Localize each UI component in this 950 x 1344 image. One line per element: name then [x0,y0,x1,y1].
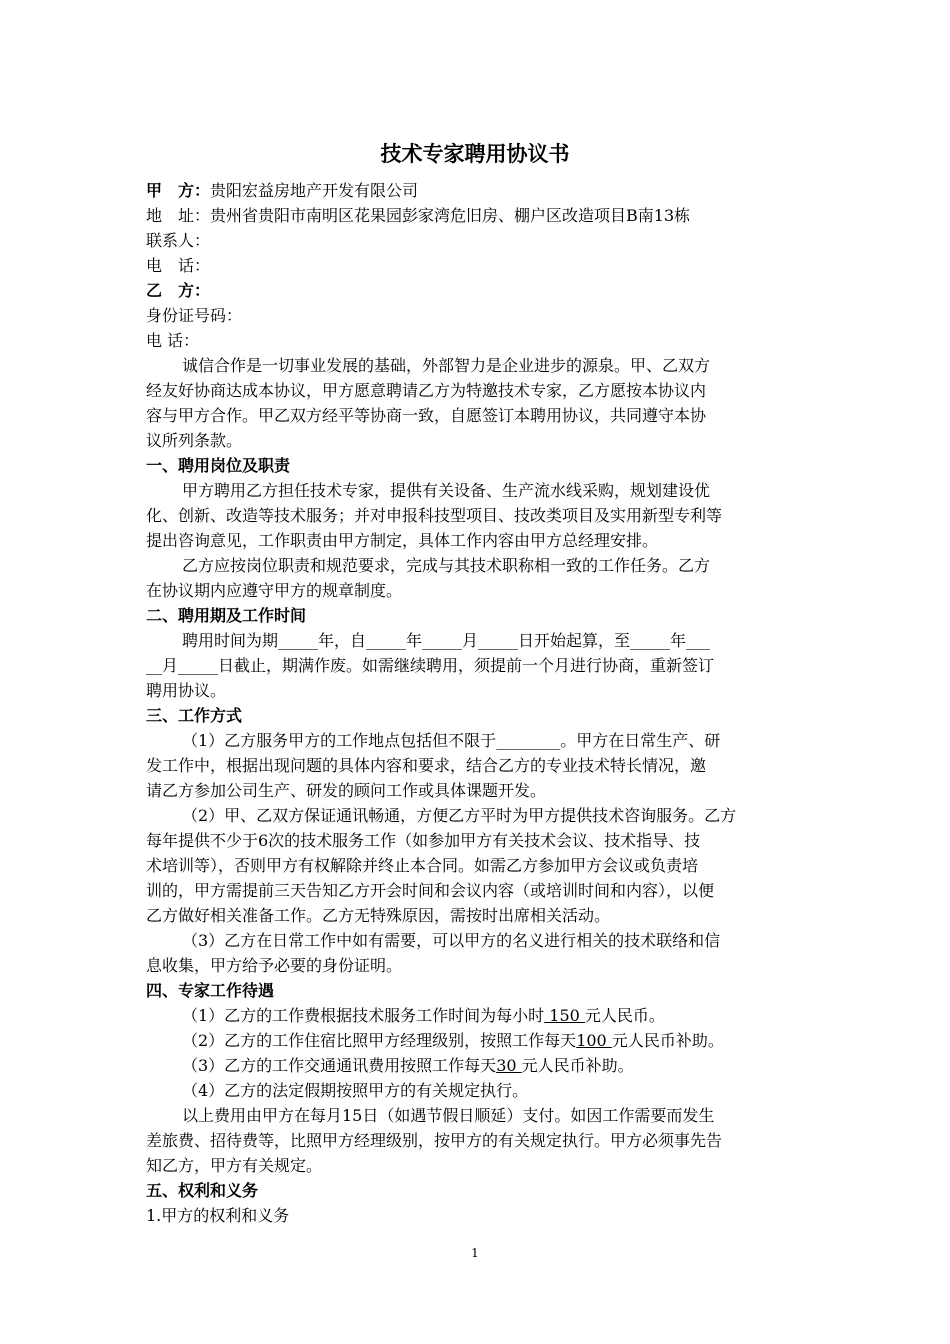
intro-line: 议所列条款。 [146,431,243,450]
section-heading: 一、聘用岗位及职责 [146,456,291,475]
address-value: 贵州省贵阳市南明区花果园彭家湾危旧房、棚户区改造项目B南13栋 [210,206,691,225]
text-span: （1）乙方服务甲方的工作地点包括但不限于 [182,731,497,750]
section-heading: 二、聘用期及工作时间 [146,606,307,625]
paragraph-line: 化、创新、改造等技术服务；并对申报科技型项目、技改类项目及实用新型专利等 [146,506,723,525]
party-a-phone-label: 电 话： [146,256,211,275]
paragraph-line: 聘用时间为期_____年，自_____年_____月_____日开始起算，至_____年___ [182,631,711,650]
subsection-heading: 1.甲方的权利和义务 [146,1206,290,1225]
text-span: （3）乙方的工作交通通讯费用按照工作每天 [182,1056,497,1075]
paragraph-line: （2）甲、乙双方保证通讯畅通，方便乙方平时为甲方提供技术咨询服务。乙方 [182,806,737,825]
paragraph-line: 息收集，甲方给予必要的身份证明。 [146,956,403,975]
transport-allowance-value: 30 [496,1056,522,1075]
text-span: 。甲方在日常生产、研 [560,731,721,750]
paragraph-line: 请乙方参加公司生产、研发的顾问工作或具体课题开发。 [146,781,547,800]
paragraph-line: 知乙方，甲方有关规定。 [146,1156,323,1175]
document-title: 技术专家聘用协议书 [380,142,570,166]
page-number: 1 [471,1246,479,1260]
paragraph-line: 提出咨询意见，工作职责由甲方制定，具体工作内容由甲方总经理安排。 [146,531,659,550]
id-number-label: 身份证号码： [146,306,243,325]
paragraph-line: 甲方聘用乙方担任技术专家，提供有关设备、生产流水线采购，规划建设优 [182,481,711,500]
paragraph-line: 在协议期内应遵守甲方的规章制度。 [146,581,403,600]
party-a-name: 贵阳宏益房地产开发有限公司 [210,181,419,200]
paragraph-line: 术培训等），否则甲方有权解除并终止本合同。如需乙方参加甲方会议或负责培 [146,856,699,875]
party-b-label: 乙 方： [146,281,211,300]
paragraph-line: 乙方应按岗位职责和规范要求，完成与其技术职称相一致的工作任务。乙方 [182,556,711,575]
text-span: 元人民币补助。 [611,1031,724,1050]
paragraph-line: （4）乙方的法定假期按照甲方的有关规定执行。 [182,1081,529,1100]
intro-line: 经友好协商达成本协议，甲方愿意聘请乙方为特邀技术专家，乙方愿按本协议内 [146,381,707,400]
paragraph-line: 发工作中，根据出现问题的具体内容和要求，结合乙方的专业技术特长情况，邀 [146,756,707,775]
paragraph-line: 以上费用由甲方在每月15日（如遇节假日顺延）支付。如因工作需要而发生 [182,1106,715,1125]
party-a-line [146,179,418,203]
party-b-phone-label: 电 话： [146,331,200,350]
text-span: （2）乙方的工作住宿比照甲方经理级别，按照工作每天 [182,1031,577,1050]
blank-field: ________ [496,731,561,750]
text-span: 元人民币补助。 [521,1056,634,1075]
lodging-allowance-value: 100 [576,1031,612,1050]
intro-line: 容与甲方合作。甲乙双方经平等协商一致，自愿签订本聘用协议，共同遵守本协 [146,406,707,425]
paragraph-line: 差旅费、招待费等，比照甲方经理级别，按甲方的有关规定执行。甲方必须事先告 [146,1131,723,1150]
paragraph-line: （3）乙方在日常工作中如有需要，可以甲方的名义进行相关的技术联络和信 [182,931,721,950]
party-a-address-line [146,204,690,228]
intro-line: 诚信合作是一切事业发展的基础，外部智力是企业进步的源泉。甲、乙双方 [182,356,711,375]
paragraph-line: 每年提供不少于6次的技术服务工作（如参加甲方有关技术会议、技术指导、技 [146,831,701,850]
text-span: 元人民币。 [584,1006,665,1025]
section-heading: 三、工作方式 [146,706,243,725]
section-heading: 四、专家工作待遇 [146,981,275,1000]
paragraph-line: 训的，甲方需提前三天告知乙方开会时间和会议内容（或培训时间和内容），以便 [146,881,715,900]
paragraph-line [182,729,720,753]
contact-label: 联系人： [146,231,211,250]
paragraph-line [182,1029,724,1053]
paragraph-line [182,1004,665,1028]
text-span: （1）乙方的工作费根据技术服务工作时间为每小时 [182,1006,545,1025]
section-heading: 五、权利和义务 [146,1181,259,1200]
hourly-fee-value: 150 [544,1006,585,1025]
paragraph-line: __月_____日截止，期满作废。如需继续聘用，须提前一个月进行协商，重新签订 [146,656,715,675]
address-label: 地 址： [146,206,211,225]
party-a-label: 甲 方： [146,181,211,200]
paragraph-line: 乙方做好相关准备工作。乙方无特殊原因，需按时出席相关活动。 [146,906,611,925]
paragraph-line [182,1054,634,1078]
paragraph-line: 聘用协议。 [146,681,227,700]
